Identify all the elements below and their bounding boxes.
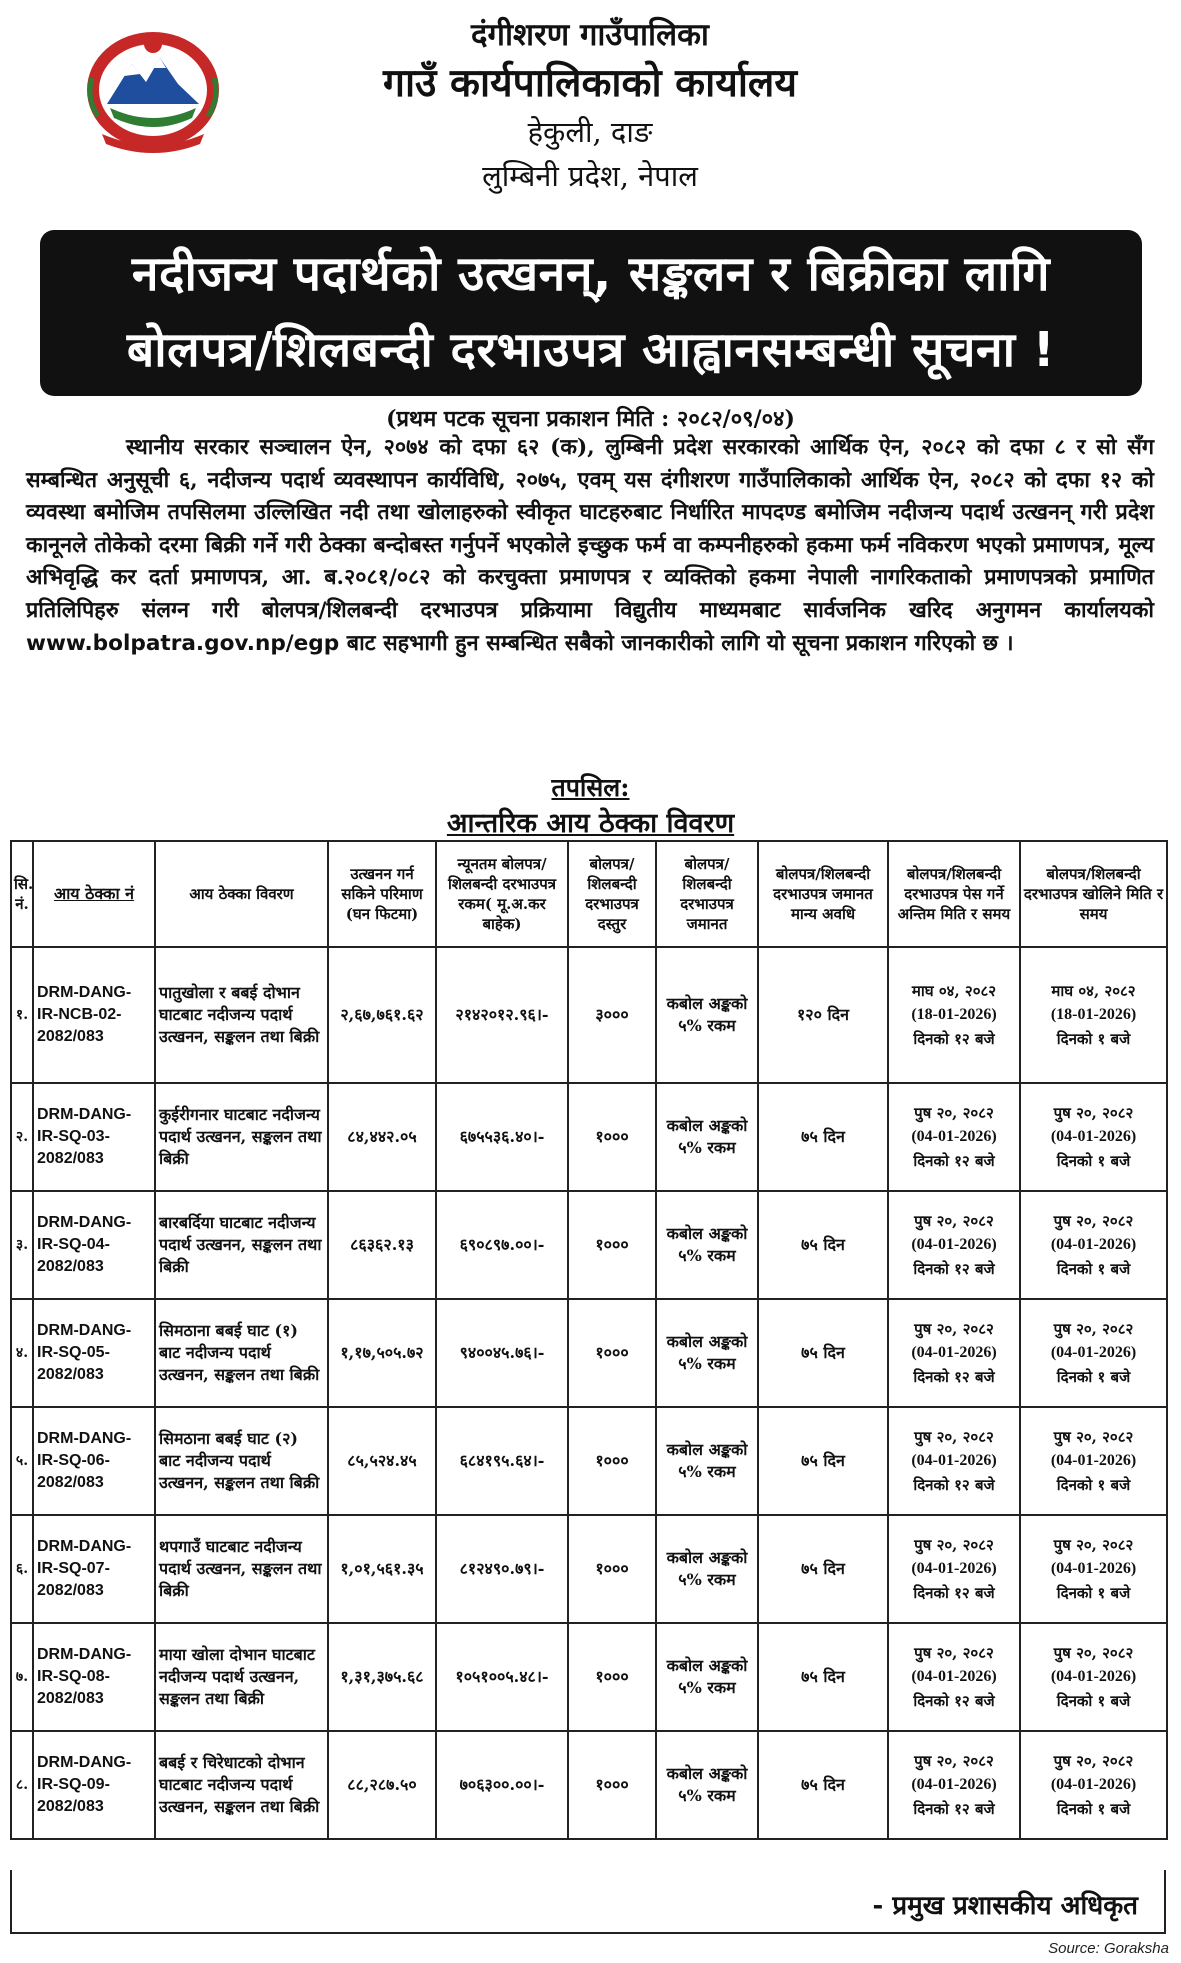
cell-quantity-qty: ८६३६२.१३ xyxy=(350,1235,414,1254)
cell-sn-sn: ५. xyxy=(15,1453,29,1469)
cell-submission-deadline-submit-en: (04-01-2026) xyxy=(911,1236,997,1253)
cell-submission-deadline-submit-time: दिनको १२ बजे xyxy=(913,1476,995,1494)
table-row xyxy=(11,1407,1167,1515)
cell-opening-date-open-en: (04-01-2026) xyxy=(1050,1344,1137,1361)
cell-sn xyxy=(11,1515,33,1623)
cell-submission-deadline-submit-np: पुष २०, २०८२ xyxy=(914,1644,994,1662)
header-contract-no-label: आय ठेक्का नं xyxy=(53,884,135,903)
cell-opening-date-open-en: (04-01-2026) xyxy=(1050,1128,1137,1145)
cell-min-amount-amount: २१४२०१२.९६।- xyxy=(455,1005,549,1024)
cell-submission-deadline-submit-time: दिनको १२ बजे xyxy=(913,1584,995,1602)
tapsil-heading: तपसिल: xyxy=(551,773,630,802)
cell-opening-date xyxy=(1020,1083,1167,1191)
cell-contract-no xyxy=(33,1083,155,1191)
cell-description-desc: थपगाउँ घाटबाट नदीजन्य पदार्थ उत्खनन, सङ्कलन तथा बिक्री xyxy=(159,1537,322,1600)
cell-quantity-qty: ८५,५२४.४५ xyxy=(347,1451,417,1470)
cell-contract-no-code: DRM-DANG-IR-SQ-06-2082/083 xyxy=(37,1430,132,1491)
cell-min-amount xyxy=(436,1515,568,1623)
cell-opening-date-open-time: दिनको १ बजे xyxy=(1056,1152,1131,1170)
cell-min-amount-amount: ९४००४५.७६।- xyxy=(459,1343,545,1362)
cell-contract-no xyxy=(33,1299,155,1407)
cell-fee xyxy=(568,1515,656,1623)
notice-title-line1: नदीजन्य पदार्थको उत्खनन्, सङ्कलन र बिक्रीका लागि xyxy=(131,246,1051,302)
cell-min-amount xyxy=(436,1407,568,1515)
cell-validity-validity: ७५ दिन xyxy=(801,1127,845,1146)
cell-contract-no-code: DRM-DANG-IR-SQ-07-2082/083 xyxy=(37,1538,132,1599)
cell-min-amount xyxy=(436,947,568,1083)
cell-submission-deadline-submit-np: पुष २०, २०८२ xyxy=(914,1428,994,1446)
cell-min-amount xyxy=(436,1191,568,1299)
cell-fee xyxy=(568,947,656,1083)
cell-quantity xyxy=(328,947,436,1083)
cell-contract-no xyxy=(33,1731,155,1839)
office-location: हेकुली, दाङ xyxy=(527,115,653,149)
cell-validity xyxy=(758,1191,888,1299)
cell-guarantee-guarantee: कबोल अङ्कको ५% रकम xyxy=(666,1656,748,1697)
cell-guarantee xyxy=(656,1623,758,1731)
cell-guarantee-guarantee: कबोल अङ्कको ५% रकम xyxy=(666,1764,748,1805)
table-row xyxy=(11,1191,1167,1299)
cell-description xyxy=(155,1083,328,1191)
cell-fee-fee: १००० xyxy=(595,1559,629,1578)
cell-submission-deadline-submit-time: दिनको १२ बजे xyxy=(913,1030,995,1048)
cell-submission-deadline-submit-np: पुष २०, २०८२ xyxy=(914,1536,994,1554)
cell-submission-deadline xyxy=(888,1083,1020,1191)
cell-validity xyxy=(758,1515,888,1623)
cell-sn-sn: ८. xyxy=(15,1777,29,1793)
notice-title-line2: बोलपत्र/शिलबन्दी दरभाउपत्र आह्वानसम्बन्धी सूचना ! xyxy=(126,322,1056,378)
cell-fee xyxy=(568,1731,656,1839)
cell-validity-validity: ७५ दिन xyxy=(801,1775,845,1794)
cell-fee xyxy=(568,1407,656,1515)
cell-opening-date xyxy=(1020,1191,1167,1299)
cell-description xyxy=(155,947,328,1083)
nepal-emblem-icon xyxy=(62,18,244,160)
cell-guarantee xyxy=(656,1731,758,1839)
cell-guarantee xyxy=(656,1083,758,1191)
office-name: गाउँ कार्यपालिकाको कार्यालय xyxy=(383,61,797,106)
cell-submission-deadline-submit-np: पुष २०, २०८२ xyxy=(914,1320,994,1338)
cell-guarantee xyxy=(656,947,758,1083)
cell-validity xyxy=(758,1623,888,1731)
cell-guarantee xyxy=(656,1515,758,1623)
cell-submission-deadline-submit-en: (04-01-2026) xyxy=(911,1452,997,1469)
cell-description-desc: कुईरीगनार घाटबाट नदीजन्य पदार्थ उत्खनन, सङ्कलन तथा बिक्री xyxy=(159,1105,322,1168)
cell-quantity xyxy=(328,1083,436,1191)
cell-submission-deadline xyxy=(888,1515,1020,1623)
table-row xyxy=(11,1083,1167,1191)
cell-contract-no-code: DRM-DANG-IR-NCB-02-2082/083 xyxy=(37,984,132,1045)
cell-min-amount xyxy=(436,1083,568,1191)
municipality-name: दंगीशरण गाउँपालिका xyxy=(471,17,709,53)
header-sn: सि. नं. xyxy=(11,841,33,947)
cell-min-amount-amount: ६८४१९५.६४।- xyxy=(459,1451,545,1470)
cell-submission-deadline xyxy=(888,1191,1020,1299)
table-row xyxy=(11,947,1167,1083)
cell-quantity xyxy=(328,1191,436,1299)
cell-fee xyxy=(568,1299,656,1407)
cell-sn-sn: ७. xyxy=(15,1669,29,1685)
cell-submission-deadline-submit-time: दिनको १२ बजे xyxy=(913,1800,995,1818)
cell-validity-validity: ७५ दिन xyxy=(801,1451,845,1470)
cell-quantity xyxy=(328,1515,436,1623)
notice-body xyxy=(26,432,1154,660)
egp-link[interactable]: www.bolpatra.gov.np/egp xyxy=(26,630,340,656)
cell-opening-date-open-time: दिनको १ बजे xyxy=(1056,1476,1131,1494)
cell-opening-date-open-np: माघ ०४, २०८२ xyxy=(1051,982,1136,1000)
cell-opening-date-open-np: पुष २०, २०८२ xyxy=(1053,1104,1134,1122)
cell-quantity xyxy=(328,1299,436,1407)
table-row xyxy=(11,1515,1167,1623)
cell-submission-deadline-submit-time: दिनको १२ बजे xyxy=(913,1260,995,1278)
header-guarantee: बोलपत्र/ शिलबन्दी दरभाउपत्र जमानत xyxy=(656,841,758,947)
cell-guarantee xyxy=(656,1191,758,1299)
cell-sn-sn: ६. xyxy=(15,1561,29,1577)
cell-opening-date xyxy=(1020,1515,1167,1623)
cell-description-desc: सिमठाना बबई घाट (२) बाट नदीजन्य पदार्थ उत्खनन, सङ्कलन तथा बिक्री xyxy=(159,1429,320,1492)
cell-description-desc: पातुखोला र बबई दोभान घाटबाट नदीजन्य पदार्थ उत्खनन, सङ्कलन तथा बिक्री xyxy=(159,983,320,1046)
cell-min-amount xyxy=(436,1299,568,1407)
cell-submission-deadline xyxy=(888,1407,1020,1515)
table-row xyxy=(11,1299,1167,1407)
header-fee: बोलपत्र/ शिलबन्दी दरभाउपत्र दस्तुर xyxy=(568,841,656,947)
cell-submission-deadline-submit-en: (18-01-2026) xyxy=(911,1006,997,1023)
cell-contract-no xyxy=(33,1191,155,1299)
cell-validity xyxy=(758,947,888,1083)
cell-fee xyxy=(568,1083,656,1191)
cell-opening-date xyxy=(1020,947,1167,1083)
cell-fee-fee: ३००० xyxy=(595,1005,629,1024)
cell-min-amount-amount: ७०६३००.००।- xyxy=(459,1775,545,1794)
notice-title-banner xyxy=(40,230,1142,396)
cell-opening-date-open-time: दिनको १ बजे xyxy=(1056,1030,1131,1048)
cell-guarantee-guarantee: कबोल अङ्कको ५% रकम xyxy=(666,1440,748,1481)
cell-validity xyxy=(758,1083,888,1191)
table-title: आन्तरिक आय ठेक्का विवरण xyxy=(446,808,735,839)
cell-submission-deadline-submit-en: (04-01-2026) xyxy=(911,1560,997,1577)
cell-opening-date xyxy=(1020,1623,1167,1731)
cell-quantity-qty: १,०१,५६१.३५ xyxy=(340,1559,424,1578)
signatory-title: - प्रमुख प्रशासकीय अधिकृत xyxy=(872,1891,1138,1921)
cell-opening-date-open-time: दिनको १ बजे xyxy=(1056,1368,1131,1386)
office-heading xyxy=(250,12,930,198)
cell-sn xyxy=(11,1083,33,1191)
cell-opening-date xyxy=(1020,1731,1167,1839)
table-row xyxy=(11,1623,1167,1731)
cell-description-desc: बबई र चिरेधाटको दोभान घाटबाट नदीजन्य पदार्थ उत्खनन, सङ्कलन तथा बिक्री xyxy=(159,1753,320,1816)
source-credit: Source: Goraksha xyxy=(1048,1940,1169,1957)
cell-validity-validity: ७५ दिन xyxy=(801,1559,845,1578)
cell-submission-deadline-submit-time: दिनको १२ बजे xyxy=(913,1692,995,1710)
cell-sn-sn: ३. xyxy=(15,1237,29,1253)
cell-opening-date-open-time: दिनको १ बजे xyxy=(1056,1260,1131,1278)
cell-description xyxy=(155,1515,328,1623)
cell-opening-date-open-time: दिनको १ बजे xyxy=(1056,1692,1131,1710)
cell-validity-validity: १२० दिन xyxy=(796,1005,850,1024)
cell-contract-no-code: DRM-DANG-IR-SQ-05-2082/083 xyxy=(37,1322,132,1383)
cell-quantity-qty: ८८,२८७.५० xyxy=(347,1775,417,1794)
cell-submission-deadline-submit-np: पुष २०, २०८२ xyxy=(914,1752,994,1770)
office-province: लुम्बिनी प्रदेश, नेपाल xyxy=(482,159,698,193)
cell-quantity xyxy=(328,1731,436,1839)
cell-submission-deadline-submit-en: (04-01-2026) xyxy=(911,1128,997,1145)
cell-quantity-qty: १,१७,५०५.७२ xyxy=(340,1343,424,1362)
cell-fee-fee: १००० xyxy=(595,1451,629,1470)
cell-validity-validity: ७५ दिन xyxy=(801,1667,845,1686)
cell-validity xyxy=(758,1731,888,1839)
cell-fee-fee: १००० xyxy=(595,1235,629,1254)
header-validity: बोलपत्र/शिलबन्दी दरभाउपत्र जमानत मान्य अवधि xyxy=(758,841,888,947)
cell-description xyxy=(155,1731,328,1839)
cell-min-amount-amount: ६७५५३६.४०।- xyxy=(459,1127,545,1146)
cell-quantity xyxy=(328,1623,436,1731)
cell-opening-date-open-en: (18-01-2026) xyxy=(1050,1006,1137,1023)
contract-table-wrapper xyxy=(10,840,1166,1840)
cell-description-desc: माया खोला दोभान घाटबाट नदीजन्य पदार्थ उत्खनन, सङ्कलन तथा बिक्री xyxy=(159,1645,315,1708)
cell-validity-validity: ७५ दिन xyxy=(801,1343,845,1362)
cell-opening-date xyxy=(1020,1407,1167,1515)
cell-submission-deadline-submit-np: पुष २०, २०८२ xyxy=(914,1104,994,1122)
cell-submission-deadline-submit-np: माघ ०४, २०८२ xyxy=(911,982,997,1000)
contract-table xyxy=(10,840,1168,1840)
notice-text-part2: बाट सहभागी हुन सम्बन्धित सबैको जानकारीको लागि यो सूचना प्रकाशन गरिएको छ । xyxy=(339,630,1014,656)
header-opening-date: बोलपत्र/शिलबन्दी दरभाउपत्र खोलिने मिति र समय xyxy=(1020,841,1167,947)
table-body xyxy=(11,947,1167,1839)
cell-min-amount-amount: ८१२४९०.७९।- xyxy=(459,1559,545,1578)
cell-guarantee-guarantee: कबोल अङ्कको ५% रकम xyxy=(666,1332,748,1373)
cell-fee-fee: १००० xyxy=(595,1127,629,1146)
notice-text-part1: स्थानीय सरकार सञ्चालन ऐन, २०७४ को दफा ६२ (क), लुम्बिनी प्रदेश सरकारको आर्थिक ऐन, २०८२ को दफा ८ र सो सँग सम्बन्धित अनुसूची ६, नदीजन्य पदार्थ व्यवस्थापन कार्यविधि, २०७५, एवम् यस दंगीशरण गाउँपालिकाको आर्थिक ऐन, २०८२ को दफा १२ को व्यवस्था बमोजिम तपसिलमा उल्लिखित नदी तथा खोलाहरुको स्वीकृत घाटहरुबाट निर्धारित मापदण्ड बमोजिम नदीजन्य पदार्थ उत्खनन् गरी प्रदेश कानूनले तोकेको दरमा बिक्री गर्ने गरी ठेक्का बन्दोबस्त गर्नुपर्ने भएकोले इच्छुक फर्म वा कम्पनीहरुको हकमा फर्म नविकरण भएको प्रमाणपत्र, मूल्य अभिवृद्धि कर दर्ता प्रमाणपत्र, आ. ब.२०८१/०८२ को करचुक्ता प्रमाणपत्र र व्यक्तिको हकमा नेपाली नागरिकताको प्रमाणपत्रको प्रमाणित प्रतिलिपिहरु संलग्न गरी बोलपत्र/शिलबन्दी दरभाउपत्र प्रक्रियामा विद्युतीय माध्यमबाट सार्वजनिक खरिद अनुगमन कार्यालयको xyxy=(26,435,1154,623)
cell-description xyxy=(155,1623,328,1731)
cell-sn xyxy=(11,1623,33,1731)
cell-submission-deadline-submit-en: (04-01-2026) xyxy=(911,1776,997,1793)
cell-contract-no-code: DRM-DANG-IR-SQ-09-2082/083 xyxy=(37,1754,132,1815)
cell-sn-sn: २. xyxy=(15,1129,29,1145)
cell-submission-deadline xyxy=(888,947,1020,1083)
cell-description-desc: सिमठाना बबई घाट (१) बाट नदीजन्य पदार्थ उत्खनन, सङ्कलन तथा बिक्री xyxy=(159,1321,320,1384)
cell-description-desc: बारबर्दिया घाटबाट नदीजन्य पदार्थ उत्खनन, सङ्कलन तथा बिक्री xyxy=(159,1213,322,1276)
cell-opening-date-open-np: पुष २०, २०८२ xyxy=(1053,1428,1134,1446)
cell-contract-no-code: DRM-DANG-IR-SQ-04-2082/083 xyxy=(37,1214,132,1275)
signature-box xyxy=(10,1870,1166,1934)
cell-submission-deadline xyxy=(888,1299,1020,1407)
cell-opening-date xyxy=(1020,1299,1167,1407)
cell-guarantee-guarantee: कबोल अङ्कको ५% रकम xyxy=(666,1224,748,1265)
cell-submission-deadline xyxy=(888,1623,1020,1731)
cell-quantity xyxy=(328,1407,436,1515)
cell-sn-sn: ४. xyxy=(15,1345,29,1361)
cell-submission-deadline-submit-np: पुष २०, २०८२ xyxy=(914,1212,994,1230)
cell-sn xyxy=(11,947,33,1083)
cell-submission-deadline xyxy=(888,1731,1020,1839)
cell-sn-sn: १. xyxy=(15,1007,29,1023)
cell-description xyxy=(155,1299,328,1407)
cell-sn xyxy=(11,1191,33,1299)
cell-guarantee-guarantee: कबोल अङ्कको ५% रकम xyxy=(666,1548,748,1589)
header-min-amount: न्यूनतम बोलपत्र/शिलबन्दी दरभाउपत्र रकम( मू.अ.कर बाहेक) xyxy=(436,841,568,947)
cell-fee-fee: १००० xyxy=(595,1775,629,1794)
cell-contract-no xyxy=(33,1515,155,1623)
table-row xyxy=(11,1731,1167,1839)
cell-min-amount xyxy=(436,1731,568,1839)
cell-submission-deadline-submit-en: (04-01-2026) xyxy=(911,1668,997,1685)
cell-opening-date-open-en: (04-01-2026) xyxy=(1050,1668,1137,1685)
cell-opening-date-open-np: पुष २०, २०८२ xyxy=(1053,1212,1134,1230)
cell-min-amount-amount: १०५१००५.४८।- xyxy=(455,1667,549,1686)
table-header-row xyxy=(11,841,1167,947)
cell-opening-date-open-time: दिनको १ बजे xyxy=(1056,1800,1131,1818)
cell-guarantee-guarantee: कबोल अङ्कको ५% रकम xyxy=(666,994,748,1035)
cell-fee xyxy=(568,1623,656,1731)
header-contract-no xyxy=(33,841,155,947)
cell-fee-fee: १००० xyxy=(595,1667,629,1686)
cell-sn xyxy=(11,1407,33,1515)
cell-sn xyxy=(11,1731,33,1839)
cell-min-amount xyxy=(436,1623,568,1731)
cell-opening-date-open-np: पुष २०, २०८२ xyxy=(1053,1644,1134,1662)
cell-opening-date-open-np: पुष २०, २०८२ xyxy=(1053,1320,1134,1338)
cell-guarantee-guarantee: कबोल अङ्कको ५% रकम xyxy=(666,1116,748,1157)
cell-opening-date-open-np: पुष २०, २०८२ xyxy=(1053,1752,1134,1770)
header-submission-deadline: बोलपत्र/शिलबन्दी दरभाउपत्र पेस गर्ने अन्तिम मिति र समय xyxy=(888,841,1020,947)
cell-fee xyxy=(568,1191,656,1299)
cell-contract-no-code: DRM-DANG-IR-SQ-08-2082/083 xyxy=(37,1646,132,1707)
cell-guarantee xyxy=(656,1407,758,1515)
cell-sn xyxy=(11,1299,33,1407)
cell-guarantee xyxy=(656,1299,758,1407)
cell-description xyxy=(155,1407,328,1515)
header-description: आय ठेक्का विवरण xyxy=(155,841,328,947)
cell-min-amount-amount: ६९०८९७.००।- xyxy=(459,1235,545,1254)
cell-quantity-qty: १,३१,३७५.६८ xyxy=(340,1667,424,1686)
cell-contract-no xyxy=(33,1407,155,1515)
cell-opening-date-open-time: दिनको १ बजे xyxy=(1056,1584,1131,1602)
cell-submission-deadline-submit-en: (04-01-2026) xyxy=(911,1344,997,1361)
cell-fee-fee: १००० xyxy=(595,1343,629,1362)
publication-date: (प्रथम पटक सूचना प्रकाशन मिति : २०८२/०९/०४) xyxy=(386,406,795,432)
cell-submission-deadline-submit-time: दिनको १२ बजे xyxy=(913,1152,995,1170)
cell-opening-date-open-en: (04-01-2026) xyxy=(1050,1560,1137,1577)
cell-contract-no xyxy=(33,947,155,1083)
cell-opening-date-open-np: पुष २०, २०८२ xyxy=(1053,1536,1134,1554)
cell-quantity-qty: ८४,४४२.०५ xyxy=(347,1127,417,1146)
cell-contract-no-code: DRM-DANG-IR-SQ-03-2082/083 xyxy=(37,1106,132,1167)
cell-opening-date-open-en: (04-01-2026) xyxy=(1050,1236,1137,1253)
header-quantity: उत्खनन गर्न सकिने परिमाण (घन फिटमा) xyxy=(328,841,436,947)
cell-quantity-qty: २,६७,७६१.६२ xyxy=(340,1005,424,1024)
cell-description xyxy=(155,1191,328,1299)
cell-opening-date-open-en: (04-01-2026) xyxy=(1050,1452,1137,1469)
cell-contract-no xyxy=(33,1623,155,1731)
cell-validity-validity: ७५ दिन xyxy=(801,1235,845,1254)
cell-opening-date-open-en: (04-01-2026) xyxy=(1050,1776,1137,1793)
cell-submission-deadline-submit-time: दिनको १२ बजे xyxy=(913,1368,995,1386)
cell-validity xyxy=(758,1407,888,1515)
cell-validity xyxy=(758,1299,888,1407)
